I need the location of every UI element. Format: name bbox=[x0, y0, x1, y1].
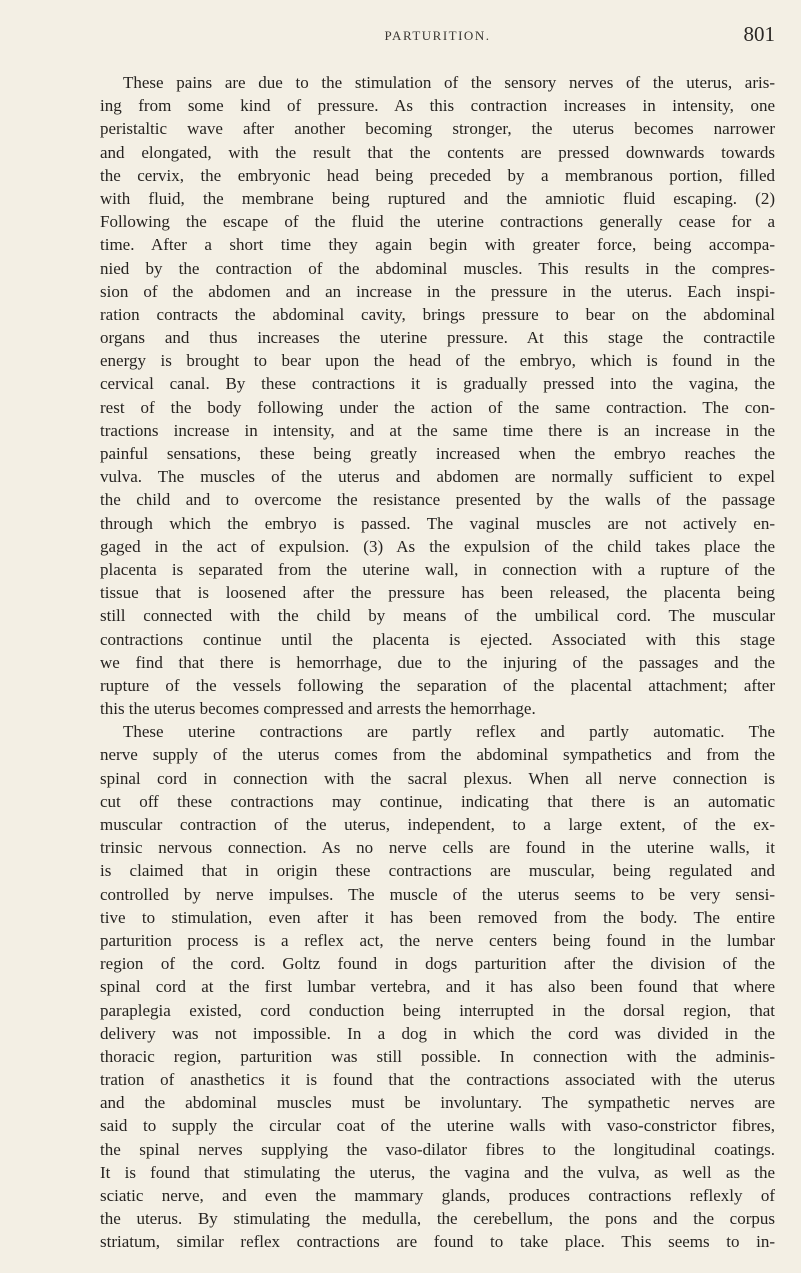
text-line: vulva. The muscles of the uterus and abdomen are normally sufficient to expel bbox=[100, 467, 775, 487]
running-title: PARTURITION. bbox=[384, 28, 491, 43]
text-line: said to supply the circular coat of the uterine walls with vaso-constrictor fibres, bbox=[100, 1116, 775, 1136]
text-line: parturition process is a reflex act, the nerve centers being found in the lumbar bbox=[100, 930, 775, 950]
text-line: through which the embryo is passed. The vaginal muscles are not actively en- bbox=[100, 513, 775, 533]
text-line: the uterus. By stimulating the medulla, the cerebellum, the pons and the corpus bbox=[100, 1209, 775, 1229]
text-line: cut off these contractions may continue, indicating that there is an automatic bbox=[100, 791, 775, 811]
text-line: placenta is separated from the uterine wall, in connection with a rupture of the bbox=[100, 559, 775, 579]
text-line: muscular contraction of the uterus, independent, to a large extent, of the ex- bbox=[100, 815, 775, 834]
text-line: ing from some kind of pressure. As this contraction increases in intensity, one bbox=[100, 96, 775, 116]
body-text bbox=[100, 71, 775, 1254]
text-line: delivery was not impossible. In a dog in which the cord was divided in the bbox=[100, 1023, 775, 1043]
text-line: time. After a short time they again begin with greater force, being accompa- bbox=[100, 235, 775, 255]
text-line: nied by the contraction of the abdominal muscles. This results in the compres- bbox=[100, 258, 775, 278]
text-line: spinal cord at the first lumbar vertebra, and it has also been found that where bbox=[100, 977, 775, 997]
text-line: rest of the body following under the action of the same contraction. The con- bbox=[100, 397, 775, 417]
text-line: spinal cord in connection with the sacral plexus. When all nerve connection is bbox=[100, 768, 775, 788]
text-line: tration of anasthetics it is found that the contractions associated with the uterus bbox=[100, 1070, 775, 1090]
paragraph bbox=[100, 71, 775, 720]
text-line: the child and to overcome the resistance presented by the walls of the passage bbox=[100, 490, 775, 510]
text-line: organs and thus increases the uterine pressure. At this stage the contractile bbox=[100, 328, 775, 348]
text-line: These pains are due to the stimulation of the sensory nerves of the uterus, aris- bbox=[123, 73, 775, 92]
text-line: controlled by nerve impulses. The muscle of the uterus seems to be very sensi- bbox=[100, 884, 775, 904]
text-line: thoracic region, parturition was still possible. In connection with the adminis- bbox=[100, 1046, 775, 1066]
text-line: These uterine contractions are partly reflex and partly automatic. The bbox=[123, 722, 775, 742]
text-line: still connected with the child by means of the umbilical cord. The muscular bbox=[100, 606, 775, 626]
text-line: gaged in the act of expulsion. (3) As the expulsion of the child takes place the bbox=[100, 536, 775, 556]
page-number: 801 bbox=[743, 22, 775, 46]
text-line: peristaltic wave after another becoming stronger, the uterus becomes narrower bbox=[100, 119, 775, 139]
text-line: tive to stimulation, even after it has been removed from the body. The entire bbox=[100, 907, 775, 927]
text-line: contractions continue until the placenta is ejected. Associated with this stage bbox=[100, 629, 775, 649]
text-line: region of the cord. Goltz found in dogs parturition after the division of the bbox=[100, 954, 775, 974]
running-head bbox=[100, 22, 775, 50]
text-line: with fluid, the membrane being ruptured and the amniotic fluid escaping. (2) bbox=[100, 188, 775, 208]
text-line: this the uterus becomes compressed and arrests the hemorrhage. bbox=[100, 699, 536, 719]
text-line: rupture of the vessels following the separation of the placental attachment; after bbox=[100, 675, 775, 695]
text-line: is claimed that in origin these contractions are muscular, being regulated and bbox=[100, 861, 775, 881]
text-line: and the abdominal muscles must be involuntary. The sympathetic nerves are bbox=[100, 1093, 775, 1113]
text-line: Following the escape of the fluid the uterine contractions generally cease for a bbox=[100, 212, 775, 232]
text-line: cervical canal. By these contractions it is gradually pressed into the vagina, the bbox=[100, 374, 775, 394]
text-line: the cervix, the embryonic head being preceded by a membranous portion, filled bbox=[100, 165, 775, 185]
text-line: energy is brought to bear upon the head of the embryo, which is found in the bbox=[100, 351, 775, 371]
text-line: paraplegia existed, cord conduction being interrupted in the dorsal region, that bbox=[100, 1000, 775, 1020]
text-line: tissue that is loosened after the pressure has been released, the placenta being bbox=[100, 583, 775, 603]
text-line: nerve supply of the uterus comes from the abdominal sympathetics and from the bbox=[100, 745, 775, 765]
text-line: ration contracts the abdominal cavity, brings pressure to bear on the abdominal bbox=[100, 304, 775, 324]
text-line: tractions increase in intensity, and at the same time there is an increase in the bbox=[100, 420, 775, 440]
text-line: and elongated, with the result that the contents are pressed downwards towards bbox=[100, 142, 775, 162]
paragraph bbox=[100, 720, 775, 1253]
text-line: the spinal nerves supplying the vaso-dilator fibres to the longitudinal coatings. bbox=[100, 1139, 775, 1159]
text-line: trinsic nervous connection. As no nerve cells are found in the uterine walls, it bbox=[100, 838, 775, 858]
text-line: sciatic nerve, and even the mammary glands, produces contractions reflexly of bbox=[100, 1186, 775, 1205]
text-line: sion of the abdomen and an increase in the pressure in the uterus. Each inspi- bbox=[100, 281, 775, 301]
text-line: It is found that stimulating the uterus, the vagina and the vulva, as well as the bbox=[100, 1162, 775, 1182]
text-line: painful sensations, these being greatly increased when the embryo reaches the bbox=[100, 444, 775, 463]
text-line: striatum, similar reflex contractions are found to take place. This seems to in- bbox=[100, 1232, 775, 1252]
text-line: we find that there is hemorrhage, due to the injuring of the passages and the bbox=[100, 652, 775, 672]
